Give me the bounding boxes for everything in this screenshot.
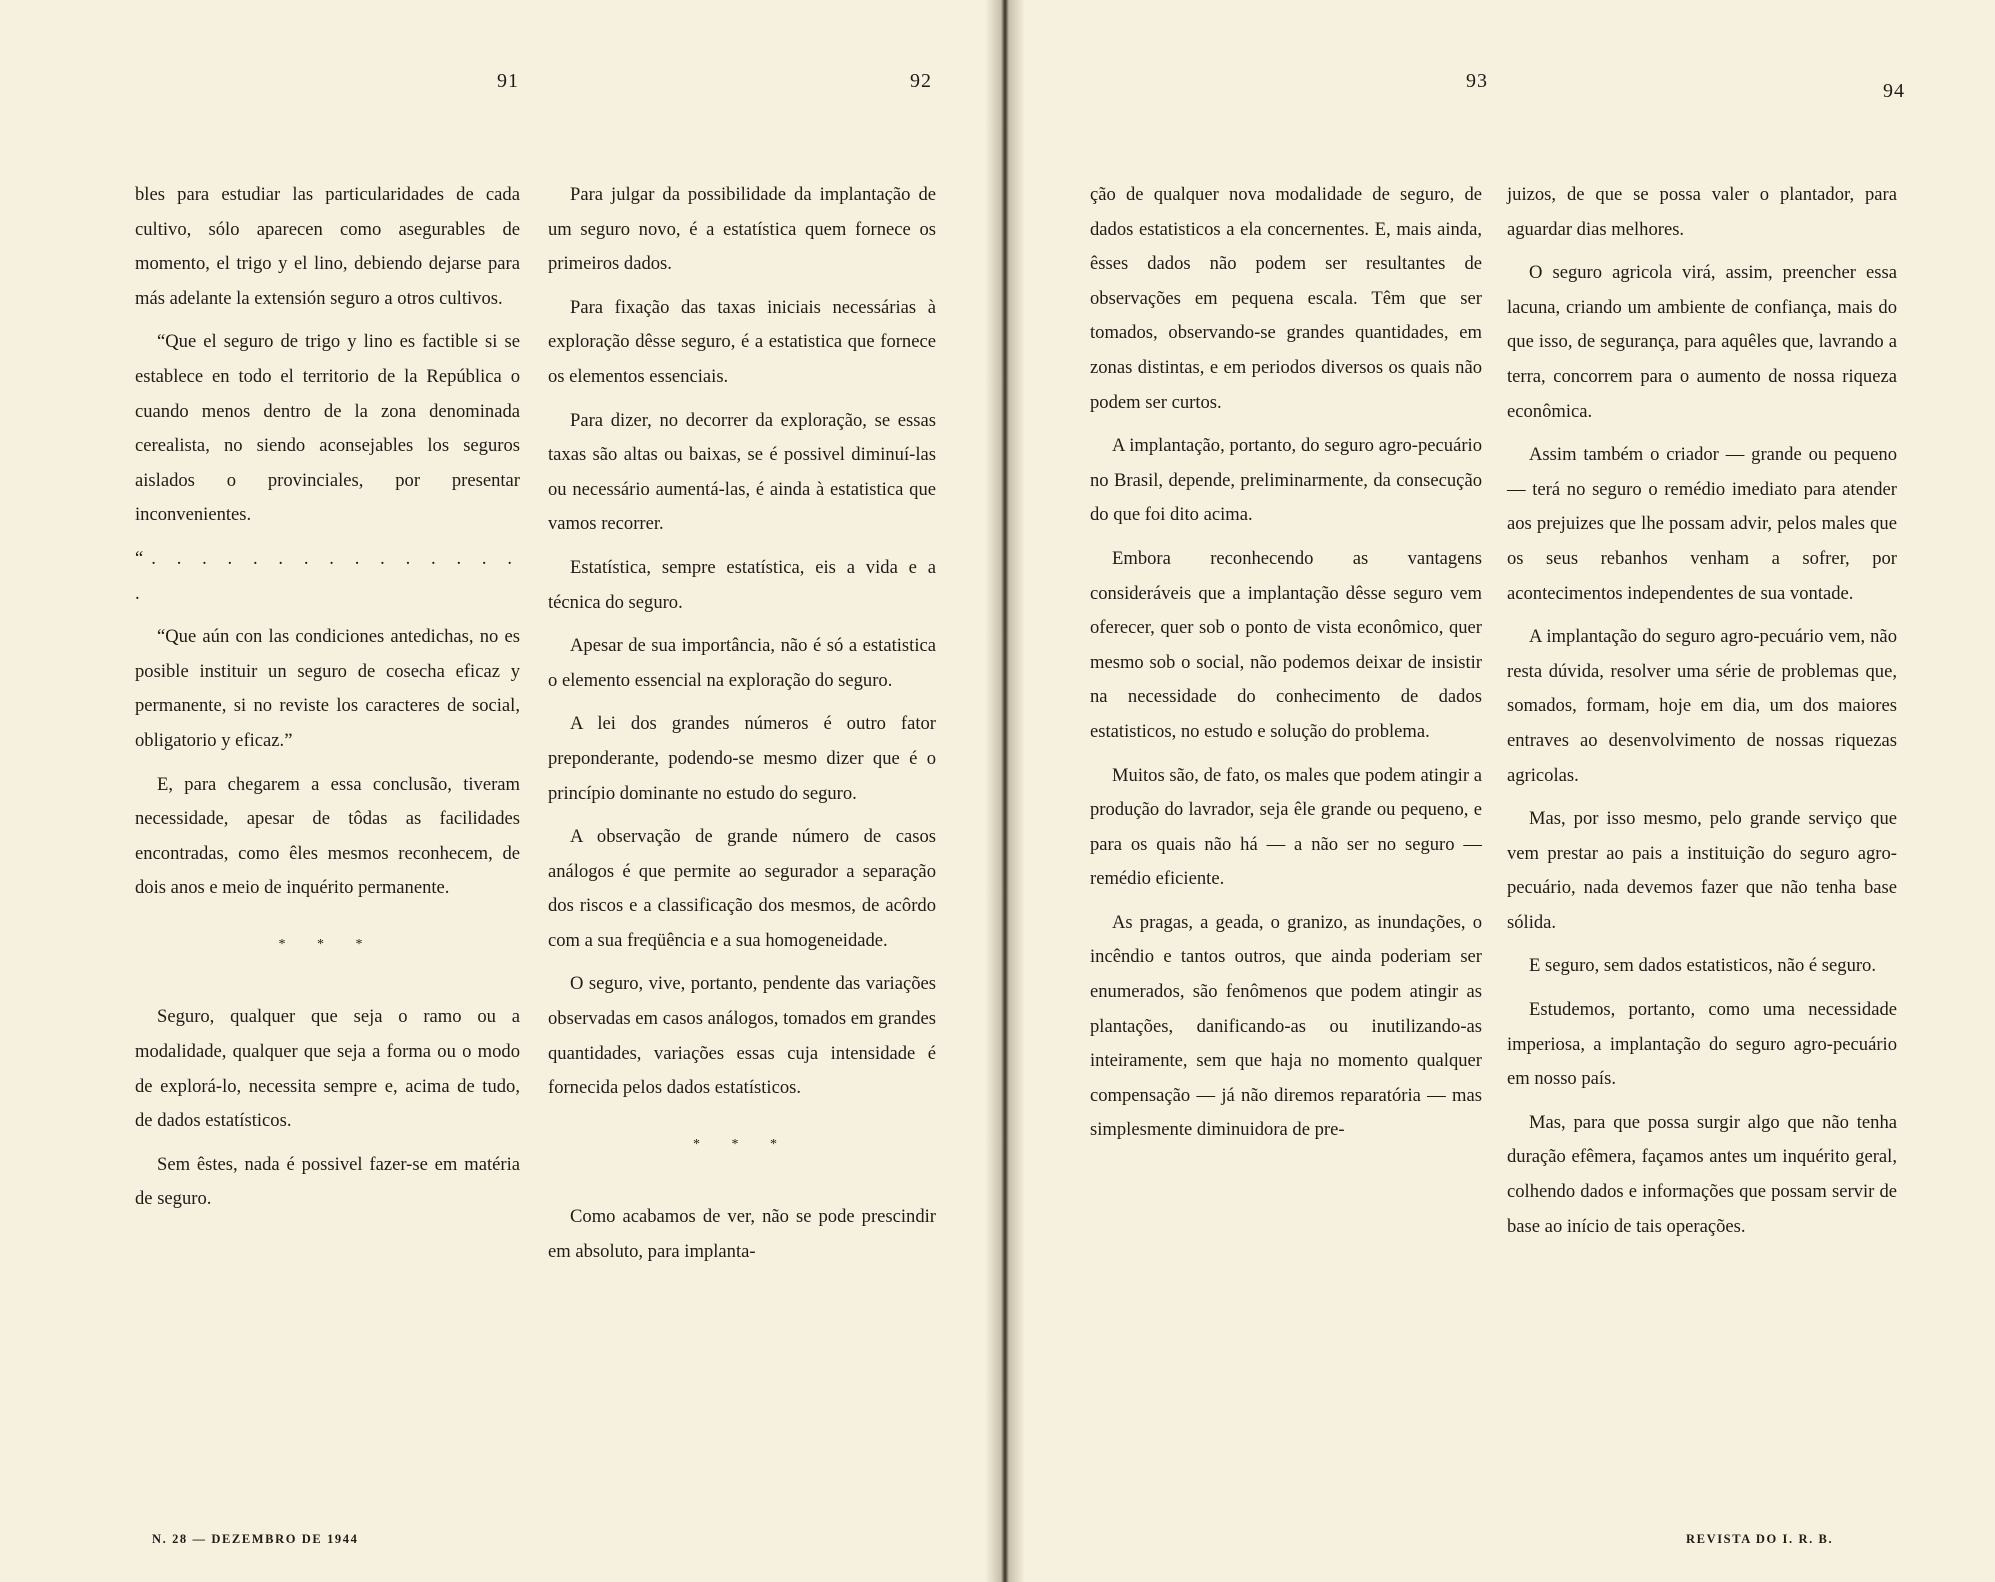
column-page-91	[135, 178, 520, 1226]
paragraph: E seguro, sem dados estatisticos, não é seguro.	[1529, 955, 1877, 977]
paragraph: Embora reconhecendo as vantagens consideráveis que a implantação dêsse seguro vem oferecer, quer sob o ponto de vista econômico, quer mesmo sob o social, não podemos deixar de insistir na necessidade do conhecimento de dados estatisticos, no estudo e solução do problema.	[1090, 547, 1482, 742]
section-separator: * * *	[278, 936, 377, 952]
paragraph: Estatística, sempre estatística, eis a vida e a técnica do seguro.	[548, 556, 936, 613]
footer-issue: N. 28 — DEZEMBRO DE 1944	[152, 1532, 359, 1546]
paragraph: Apesar de sua importância, não é só a estatistica o elemento essencial na exploração do seguro.	[548, 635, 936, 691]
paragraph: Muitos são, de fato, os males que podem atingir a produção do lavrador, seja êle grande ou pequeno, e para os quais não há — a não ser no seguro — remédio eficiente.	[1090, 764, 1482, 890]
paragraph: Como acabamos de ver, não se pode prescindir em absoluto, para implanta-	[548, 1206, 936, 1263]
paragraph: juizos, de que se possa valer o plantador, para aguardar dias melhores.	[1507, 184, 1897, 240]
paragraph: A implantação do seguro agro-pecuário vem, não resta dúvida, resolver uma série de problemas que, somados, formam, hoje em dia, um dos maiores entraves ao desenvolvimento de nossas riquezas agricolas.	[1507, 626, 1897, 786]
column-page-93	[1090, 178, 1482, 1157]
column-page-92	[548, 178, 936, 1279]
column-page-94	[1507, 178, 1897, 1253]
paragraph: Sem êstes, nada é possivel fazer-se em matéria de seguro.	[135, 1153, 520, 1210]
section-separator: * * *	[693, 1136, 791, 1152]
paragraph: Assim também o criador — grande ou pequeno — terá no seguro o remédio imediato para atender aos prejuizes que lhe possam advir, pelos males que os seus rebanhos venham a sofrer, por acontecimentos independentes de sua vontade.	[1507, 444, 1897, 604]
page-number-91: 91	[497, 70, 519, 92]
paragraph: O seguro agricola virá, assim, preencher essa lacuna, criando um ambiente de confiança, mais do que isso, de segurança, para aquêles que, lavrando a terra, concorrem para o aumento de nossa riqueza econômica.	[1507, 262, 1897, 422]
paragraph: As pragas, a geada, o granizo, as inundações, o incêndio e tantos outros, que ainda poderiam ser enumerados, são fenômenos que podem atingir as plantações, danificando-as ou inutilizando-as inteiramente, sem que haja no momento qualquer compensação — já não diremos reparatória — mas simplesmente diminuidora de pre-	[1090, 911, 1482, 1141]
paragraph: A lei dos grandes números é outro fator preponderante, podendo-se mesmo dizer que é o princípio dominante no estudo do seguro.	[548, 713, 936, 804]
paragraph: Para fixação das taxas iniciais necessárias à exploração dêsse seguro, é a estatistica que fornece os elementos essenciais.	[548, 296, 936, 387]
footer-journal: REVISTA DO I. R. B.	[1686, 1532, 1834, 1546]
paragraph: Mas, por isso mesmo, pelo grande serviço que vem prestar ao pais a instituição do seguro agro-pecuário, nada devemos fazer que não tenha base sólida.	[1507, 808, 1897, 933]
paragraph: Seguro, qualquer que seja o ramo ou a modalidade, qualquer que seja a forma ou o modo de explorá-lo, necessita sempre e, acima de tudo, de dados estatísticos.	[135, 1006, 520, 1132]
paragraph: Para julgar da possibilidade da implantação de um seguro novo, é a estatística quem fornece os primeiros dados.	[548, 184, 936, 275]
paragraph: Estudemos, portanto, como uma necessidade imperiosa, a implantação do seguro agro-pecuário em nosso país.	[1507, 999, 1897, 1090]
page-number-94: 94	[1883, 80, 1905, 102]
paragraph: Mas, para que possa surgir algo que não tenha duração efêmera, façamos antes um inquérito geral, colhendo dados e informações que possam servir de base ao início de tais operações.	[1507, 1111, 1897, 1237]
paragraph: O seguro, vive, portanto, pendente das variações observadas em casos análogos, tomados em grandes quantidades, variações essas cuja intensidade é fornecida pelos dados estatísticos.	[548, 973, 936, 1099]
book-spine-shadow	[985, 0, 1025, 1582]
page-number-92: 92	[910, 70, 932, 92]
page-number-93: 93	[1466, 70, 1488, 92]
ellipsis-line: “. . . . . . . . . . . . . . . .	[135, 547, 520, 604]
paragraph: E, para chegarem a essa conclusão, tiveram necessidade, apesar de tôdas as facilidades encontradas, como êles mesmos reconhecem, de dois anos e meio de inquérito permanente.	[135, 773, 520, 899]
paragraph: bles para estudiar las particularidades de cada cultivo, sólo aparecen como asegurables de momento, el trigo y el lino, debiendo dejarse para más adelante la extensión seguro a otros cultivos.	[135, 184, 520, 309]
paragraph: ção de qualquer nova modalidade de seguro, de dados estatisticos a ela concernentes. E, mais ainda, êsses dados não podem ser resultantes de observações em pequena escala. Têm que ser tomados, observando-se grandes quantidades, em zonas distintas, e em periodos diversos os quais não podem ser curtos.	[1090, 184, 1482, 413]
paragraph: A implantação, portanto, do seguro agro-pecuário no Brasil, depende, preliminarmente, da consecução do que foi dito acima.	[1090, 435, 1482, 526]
paragraph: A observação de grande número de casos análogos é que permite ao segurador a separação dos riscos e a classificação dos mesmos, de acôrdo com a sua freqüência e a sua homogeneidade.	[548, 826, 936, 951]
paragraph: Para dizer, no decorrer da exploração, se essas taxas são altas ou baixas, se é possivel diminuí-las ou necessário aumentá-las, é ainda à estatistica que vamos recorrer.	[548, 409, 936, 535]
quote-paragraph: “Que aún con las condiciones antedichas, no es posible instituir un seguro de cosecha eficaz y permanente, si no reviste los caracteres de social, obligatorio y eficaz.”	[135, 626, 520, 751]
right-page	[1000, 0, 1995, 1582]
quote-paragraph: “Que el seguro de trigo y lino es factible si se establece en todo el territorio de la República o cuando menos dentro de la zona denominada cerealista, no siendo aconsejables los seguros aislados o provinciales, por presentar inconvenientes.	[135, 331, 520, 526]
